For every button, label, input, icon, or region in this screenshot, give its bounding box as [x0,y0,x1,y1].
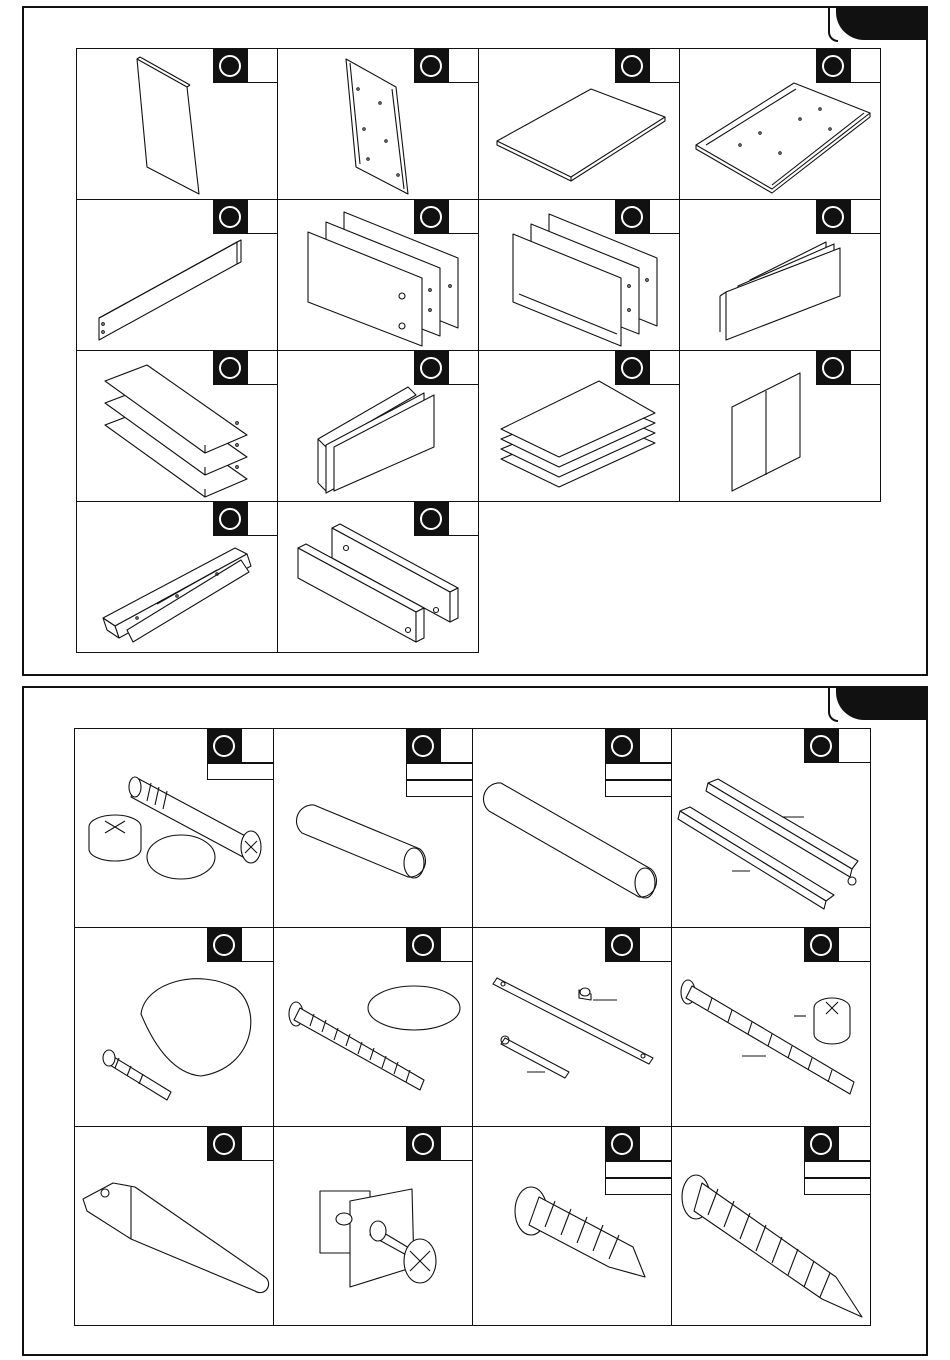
part-label-box [649,351,679,385]
part-label-box [639,729,671,763]
hw-cell-8 [672,928,871,1127]
part-label-box [247,351,277,385]
quantity-row [804,1178,870,1195]
part-cell-5 [77,200,278,351]
part-number-badge [406,928,440,962]
quantity-row [605,1161,671,1178]
part-number-badge [816,351,850,385]
part-label-box [850,200,880,234]
quantity-row [605,1178,671,1195]
quantity-row [406,763,472,780]
part-number-badge [213,502,247,536]
part-label-box [448,351,478,385]
part-number-badge [207,928,241,962]
part-label-box [440,729,472,763]
part-cell-3 [479,49,680,200]
part-number-badge [605,1127,639,1161]
part-label-box [247,200,277,234]
hw-cell-9 [75,1127,274,1326]
part-cell-4 [680,49,881,200]
part-cell-1 [77,49,278,200]
part-cell-6 [278,200,479,351]
part-number-badge [615,49,649,83]
part-number-badge [605,928,639,962]
part-cell-14 [278,502,479,653]
part-cell-9 [77,351,278,502]
panels-section [22,6,928,676]
part-label-box [448,502,478,536]
hw-cell-12 [672,1127,871,1326]
part-number-badge [207,1127,241,1161]
part-cell-2 [278,49,479,200]
part-label-box [639,928,671,962]
part-label-box [241,928,273,962]
part-number-badge [414,351,448,385]
part-label-box [247,49,277,83]
part-number-badge [207,729,241,763]
part-cell-11 [479,351,680,502]
part-number-badge [816,49,850,83]
part-number-badge [605,729,639,763]
part-label-box [241,729,273,763]
part-number-badge [414,502,448,536]
quantity-row [605,780,671,797]
part-number-badge [213,351,247,385]
hw-cell-4 [672,729,871,928]
part-number-badge [804,729,838,763]
section-tab [836,6,928,40]
part-number-badge [804,928,838,962]
hardware-grid [74,728,871,1326]
part-cell-8 [680,200,881,351]
quantity-row [406,780,472,797]
panels-grid [76,48,881,653]
part-label-box [838,928,870,962]
hw-cell-3 [473,729,672,928]
quantity-row [605,763,671,780]
part-cell-13 [77,502,278,653]
part-label-box [838,1127,870,1161]
part-cell-12 [680,351,881,502]
part-label-box [440,928,472,962]
part-cell-10 [278,351,479,502]
part-number-badge [414,49,448,83]
part-cell-7 [479,200,680,351]
part-label-box [440,1127,472,1161]
part-number-badge [213,200,247,234]
section-tab [836,686,928,720]
part-label-box [850,49,880,83]
part-number-badge [615,351,649,385]
part-label-box [448,200,478,234]
part-label-box [850,351,880,385]
hw-cell-7 [473,928,672,1127]
hw-cell-2 [274,729,473,928]
part-number-badge [213,49,247,83]
quantity-row [207,763,273,780]
part-label-box [448,49,478,83]
part-number-badge [804,1127,838,1161]
quantity-row [804,1161,870,1178]
hw-cell-11 [473,1127,672,1326]
hw-cell-6 [274,928,473,1127]
part-label-box [247,502,277,536]
part-label-box [649,49,679,83]
part-number-badge [414,200,448,234]
part-number-badge [615,200,649,234]
part-label-box [838,729,870,763]
part-label-box [649,200,679,234]
hw-cell-1 [75,729,274,928]
part-number-badge [406,1127,440,1161]
hardware-section [22,686,928,1356]
part-label-box [241,1127,273,1161]
part-label-box [639,1127,671,1161]
part-number-badge [406,729,440,763]
part-number-badge [816,200,850,234]
hw-cell-5 [75,928,274,1127]
hw-cell-10 [274,1127,473,1326]
